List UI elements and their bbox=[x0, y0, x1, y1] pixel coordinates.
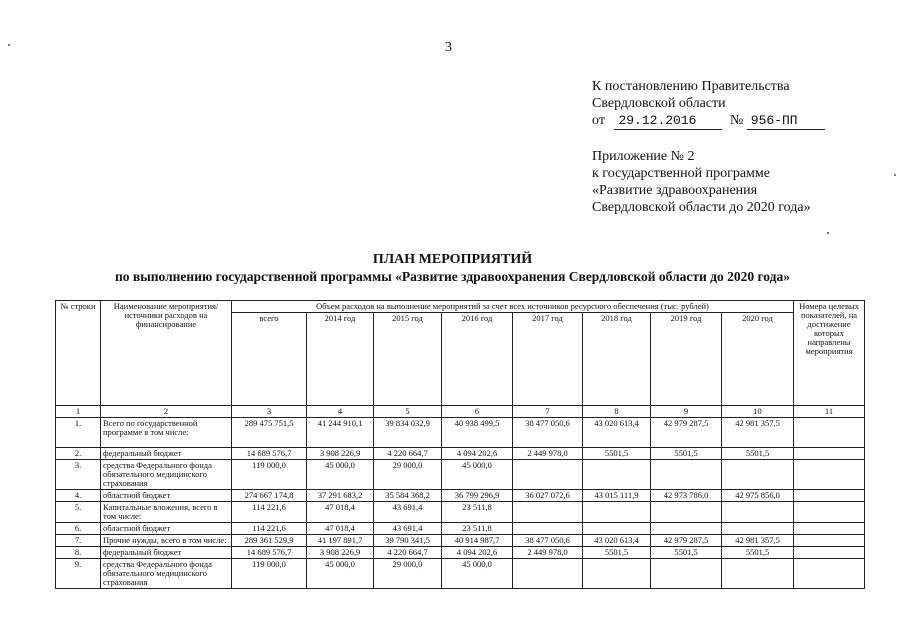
cell-2016: 45 000,0 bbox=[442, 460, 513, 490]
table-row bbox=[56, 547, 865, 559]
cell-indicators bbox=[794, 547, 865, 559]
page-number: 3 bbox=[445, 40, 452, 55]
cell-2020: 5501,5 bbox=[722, 547, 794, 559]
cell-total: 14 689 576,7 bbox=[232, 448, 307, 460]
table-row bbox=[56, 559, 865, 589]
cell-total: 119 000,0 bbox=[232, 460, 307, 490]
column-index: 4 bbox=[307, 406, 374, 418]
cell-2015: 29 000,0 bbox=[374, 460, 442, 490]
cell-2018: 5501,5 bbox=[583, 547, 651, 559]
cell-2018: 43 020 613,4 bbox=[583, 418, 651, 448]
column-index: 11 bbox=[794, 406, 865, 418]
table-row bbox=[56, 460, 865, 490]
document-title: ПЛАН МЕРОПРИЯТИЙ bbox=[372, 252, 533, 267]
header-year: 2019 год bbox=[651, 313, 722, 406]
cell-2018 bbox=[583, 460, 651, 490]
decree-date: 29.12.2016 bbox=[614, 112, 722, 130]
cell-total: 289 475 751,5 bbox=[232, 418, 307, 448]
scan-speck bbox=[894, 174, 896, 176]
cell-2016: 40 938 499,5 bbox=[442, 418, 513, 448]
cell-indicators bbox=[794, 490, 865, 502]
header-year: 2016 год bbox=[442, 313, 513, 406]
row-number: 6. bbox=[56, 523, 101, 535]
cell-2016: 4 094 202,6 bbox=[442, 547, 513, 559]
header-year: 2017 год bbox=[513, 313, 583, 406]
table-row bbox=[56, 502, 865, 523]
cell-2016: 23 511,8 bbox=[442, 523, 513, 535]
header-total: всего bbox=[232, 313, 307, 406]
column-index: 2 bbox=[101, 406, 232, 418]
cell-2014: 41 244 910,1 bbox=[307, 418, 374, 448]
cell-2020: 42 981 357,5 bbox=[722, 535, 794, 547]
appendix-line-2: к государственной программе bbox=[592, 166, 770, 181]
cell-2016: 4 094 202,6 bbox=[442, 448, 513, 460]
decree-line-1: К постановлению Правительства bbox=[592, 79, 790, 94]
cell-2017: 2 449 978,0 bbox=[513, 448, 583, 460]
cell-total: 289 361 529,9 bbox=[232, 535, 307, 547]
cell-2019 bbox=[651, 460, 722, 490]
cell-2014: 45 000,0 bbox=[307, 559, 374, 589]
cell-2017 bbox=[513, 523, 583, 535]
cell-2019 bbox=[651, 559, 722, 589]
decree-number: 956-ПП bbox=[747, 112, 825, 130]
column-index: 1 bbox=[56, 406, 101, 418]
row-name: федеральный бюджет bbox=[101, 448, 232, 460]
column-index-row bbox=[56, 406, 865, 418]
decree-line-2: Свердловской области bbox=[592, 96, 726, 111]
cell-indicators bbox=[794, 523, 865, 535]
cell-2019: 42 973 786,0 bbox=[651, 490, 722, 502]
cell-2015: 43 691,4 bbox=[374, 523, 442, 535]
cell-2015: 35 584 368,2 bbox=[374, 490, 442, 502]
row-number: 5. bbox=[56, 502, 101, 523]
column-index: 3 bbox=[232, 406, 307, 418]
cell-total: 114 221,6 bbox=[232, 502, 307, 523]
document-subtitle: по выполнению государственной программы «Развитие здравоохранения Свердловской области до 2020 года» bbox=[115, 269, 790, 284]
column-index: 9 bbox=[651, 406, 722, 418]
cell-2016: 40 914 987,7 bbox=[442, 535, 513, 547]
row-number: 4. bbox=[56, 490, 101, 502]
row-name: средства Федерального фонда обязательного медицинского страхования bbox=[101, 559, 232, 589]
decree-reference bbox=[592, 78, 825, 130]
decree-number-label: № bbox=[729, 113, 744, 128]
cell-indicators bbox=[794, 460, 865, 490]
cell-2014: 47 018,4 bbox=[307, 523, 374, 535]
cell-indicators bbox=[794, 535, 865, 547]
row-name: областной бюджет bbox=[101, 490, 232, 502]
cell-indicators bbox=[794, 448, 865, 460]
appendix-line-3: «Развитие здравоохранения bbox=[592, 183, 758, 198]
table-row bbox=[56, 418, 865, 448]
cell-2014: 41 197 891,7 bbox=[307, 535, 374, 547]
header-volume: Объем расходов на выполнение мероприятий за счет всех источников ресурсного обеспечения (тыс. рублей) bbox=[232, 301, 794, 313]
header-year: 2018 год bbox=[583, 313, 651, 406]
decree-date-line bbox=[592, 112, 825, 130]
cell-2018 bbox=[583, 502, 651, 523]
cell-2019: 5501,5 bbox=[651, 448, 722, 460]
cell-2018: 5501,5 bbox=[583, 448, 651, 460]
cell-2014: 45 000,0 bbox=[307, 460, 374, 490]
row-name: федеральный бюджет bbox=[101, 547, 232, 559]
cell-2020 bbox=[722, 502, 794, 523]
cell-2015: 4 220 664,7 bbox=[374, 547, 442, 559]
cell-2020: 5501,5 bbox=[722, 448, 794, 460]
cell-2017: 38 477 050,6 bbox=[513, 418, 583, 448]
header-indicators: Номера целевых показателей, на достижение которых направлены мероприятия bbox=[794, 301, 865, 406]
row-number: 9. bbox=[56, 559, 101, 589]
scan-speck bbox=[8, 44, 10, 46]
cell-2019 bbox=[651, 523, 722, 535]
header-year: 2014 год bbox=[307, 313, 374, 406]
column-index: 5 bbox=[374, 406, 442, 418]
cell-2018 bbox=[583, 559, 651, 589]
cell-total: 14 689 576,7 bbox=[232, 547, 307, 559]
row-number: 8. bbox=[56, 547, 101, 559]
cell-2016: 45 000,0 bbox=[442, 559, 513, 589]
decree-from-label: от bbox=[592, 113, 605, 128]
row-name: Всего по государственной программе в том числе: bbox=[101, 418, 232, 448]
cell-2016: 23 511,8 bbox=[442, 502, 513, 523]
row-name: областной бюджет bbox=[101, 523, 232, 535]
cell-2019: 5501,5 bbox=[651, 547, 722, 559]
cell-2020 bbox=[722, 460, 794, 490]
cell-2017 bbox=[513, 502, 583, 523]
row-number: 2. bbox=[56, 448, 101, 460]
cell-2017 bbox=[513, 460, 583, 490]
cell-2015: 4 220 664,7 bbox=[374, 448, 442, 460]
cell-2015: 43 691,4 bbox=[374, 502, 442, 523]
cell-2020 bbox=[722, 559, 794, 589]
row-number: 7. bbox=[56, 535, 101, 547]
column-index: 7 bbox=[513, 406, 583, 418]
cell-2020 bbox=[722, 523, 794, 535]
cell-2018 bbox=[583, 523, 651, 535]
row-number: 1. bbox=[56, 418, 101, 448]
cell-indicators bbox=[794, 418, 865, 448]
cell-2014: 3 908 226,9 bbox=[307, 547, 374, 559]
appendix-reference bbox=[592, 148, 811, 216]
cell-2014: 47 018,4 bbox=[307, 502, 374, 523]
table-row bbox=[56, 448, 865, 460]
cell-2019: 42 979 287,5 bbox=[651, 535, 722, 547]
cell-indicators bbox=[794, 559, 865, 589]
header-year: 2015 год bbox=[374, 313, 442, 406]
table-row bbox=[56, 490, 865, 502]
table-row bbox=[56, 535, 865, 547]
cell-total: 119 000,0 bbox=[232, 559, 307, 589]
cell-2020: 42 981 357,5 bbox=[722, 418, 794, 448]
cell-2017: 36 027 072,6 bbox=[513, 490, 583, 502]
column-index: 6 bbox=[442, 406, 513, 418]
cell-2016: 36 799 296,9 bbox=[442, 490, 513, 502]
cell-2017 bbox=[513, 559, 583, 589]
cell-2014: 3 908 226,9 bbox=[307, 448, 374, 460]
row-name: средства Федерального фонда обязательного медицинского страхования bbox=[101, 460, 232, 490]
cell-total: 114 221,6 bbox=[232, 523, 307, 535]
table-row bbox=[56, 523, 865, 535]
cell-2015: 29 000,0 bbox=[374, 559, 442, 589]
cell-2019 bbox=[651, 502, 722, 523]
column-index: 10 bbox=[722, 406, 794, 418]
scan-speck bbox=[827, 232, 829, 234]
cell-2017: 2 449 978,0 bbox=[513, 547, 583, 559]
header-row-no: № строки bbox=[56, 301, 101, 406]
cell-2020: 42 975 856,0 bbox=[722, 490, 794, 502]
row-name: Прочие нужды, всего в том числе: bbox=[101, 535, 232, 547]
plan-table bbox=[55, 300, 865, 589]
cell-total: 274 667 174,8 bbox=[232, 490, 307, 502]
appendix-line-4: Свердловской области до 2020 года» bbox=[592, 200, 811, 215]
header-year: 2020 год bbox=[722, 313, 794, 406]
cell-2015: 39 790 341,5 bbox=[374, 535, 442, 547]
cell-2014: 37 291 683,2 bbox=[307, 490, 374, 502]
cell-2018: 43 015 111,9 bbox=[583, 490, 651, 502]
cell-2019: 42 979 287,5 bbox=[651, 418, 722, 448]
cell-2018: 43 020 613,4 bbox=[583, 535, 651, 547]
column-index: 8 bbox=[583, 406, 651, 418]
row-number: 3. bbox=[56, 460, 101, 490]
cell-2017: 38 477 050,6 bbox=[513, 535, 583, 547]
appendix-line-1: Приложение № 2 bbox=[592, 149, 695, 164]
cell-indicators bbox=[794, 502, 865, 523]
cell-2015: 39 834 032,9 bbox=[374, 418, 442, 448]
row-name: Капитальные вложения, всего в том числе: bbox=[101, 502, 232, 523]
header-name: Наименование мероприятия/источники расходов на финансирование bbox=[101, 301, 232, 406]
